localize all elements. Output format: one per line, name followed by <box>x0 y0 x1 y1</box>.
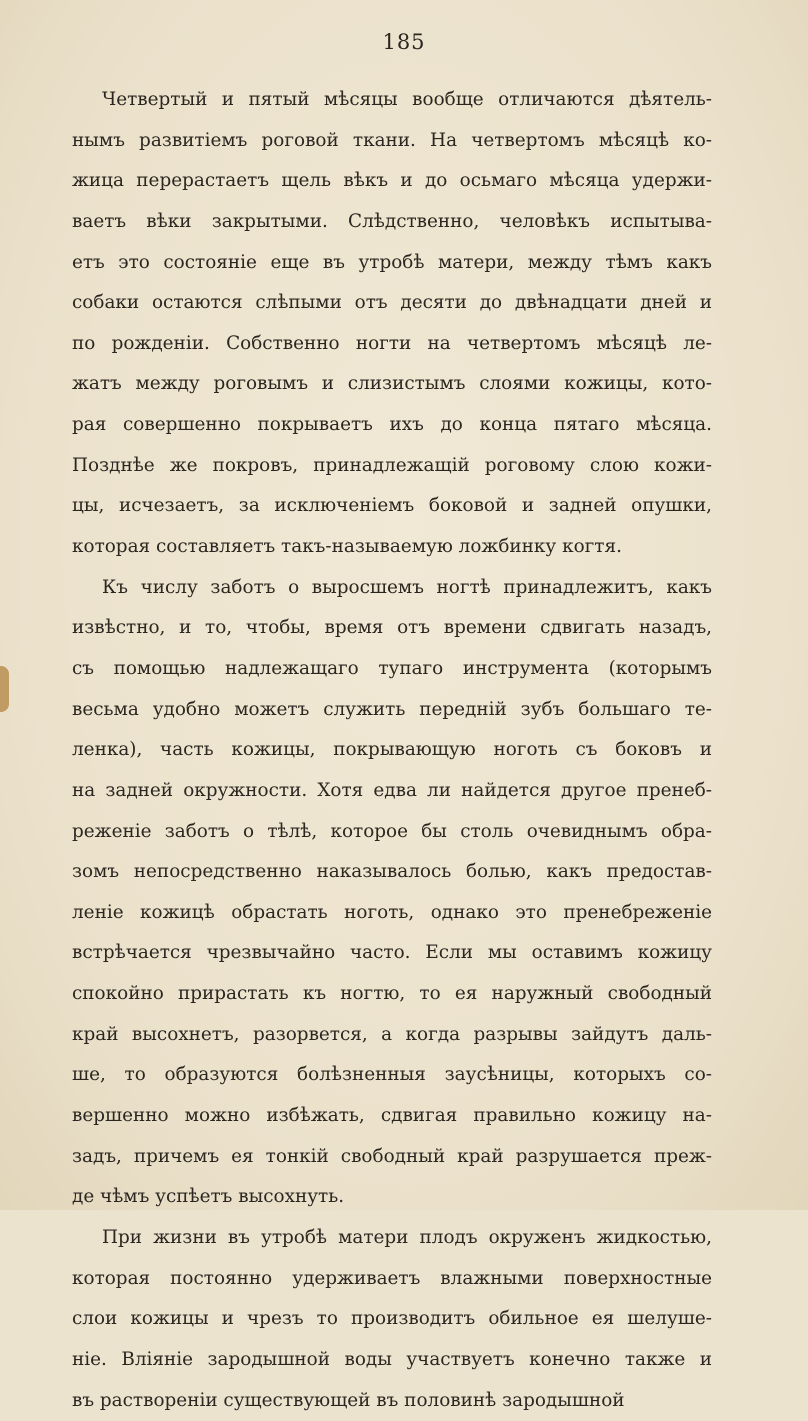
text-line: вершенно можно избѣжать, сдвигая правильно кожицу на- <box>72 1096 712 1137</box>
text-line: ніе. Вліяніе зародышной воды участвуетъ конечно также и <box>72 1340 712 1381</box>
text-line: реженіе заботъ о тѣлѣ, которое бы столь очевиднымъ обра- <box>72 812 712 853</box>
text-line: Къ числу заботъ о выросшемъ ногтѣ принадлежитъ, какъ <box>72 568 712 609</box>
text-line: При жизни въ утробѣ матери плодъ окруженъ жидкостью, <box>72 1218 712 1259</box>
text-line: по рожденіи. Собственно ногти на четвертомъ мѣсяцѣ ле- <box>72 324 712 365</box>
text-line: Позднѣе же покровъ, принадлежащій роговому слою кожи- <box>72 446 712 487</box>
text-line: ваетъ вѣки закрытыми. Слѣдственно, человѣкъ испытыва- <box>72 202 712 243</box>
text-line: съ помощью надлежащаго тупаго инструмента (которымъ <box>72 649 712 690</box>
text-line: спокойно прирастать къ ногтю, то ея наружный свободный <box>72 974 712 1015</box>
page-number: 185 <box>0 30 808 54</box>
text-line: рая совершенно покрываетъ ихъ до конца пятаго мѣсяца. <box>72 405 712 446</box>
text-line: зомъ непосредственно наказывалось болью, какъ предостав- <box>72 852 712 893</box>
text-line: въ раствореніи существующей въ половинѣ зародышной <box>72 1381 712 1421</box>
text-line: ше, то образуются болѣзненныя заусѣницы, которыхъ со- <box>72 1055 712 1096</box>
text-line: жатъ между роговымъ и слизистымъ слоями кожицы, кото- <box>72 364 712 405</box>
paragraph <box>72 1218 712 1421</box>
text-line: де чѣмъ успѣетъ высохнуть. <box>72 1177 712 1218</box>
page-edge-stain <box>0 666 9 712</box>
text-line: встрѣчается чрезвычайно часто. Если мы оставимъ кожицу <box>72 933 712 974</box>
text-line: цы, исчезаетъ, за исключеніемъ боковой и задней опушки, <box>72 486 712 527</box>
text-line: которая постоянно удерживаетъ влажными поверхностные <box>72 1259 712 1300</box>
paragraph <box>72 80 712 568</box>
paragraph <box>72 568 712 1218</box>
text-line: весьма удобно можетъ служить передній зубъ большаго те- <box>72 690 712 731</box>
text-line: собаки остаются слѣпыми отъ десяти до двѣнадцати дней и <box>72 283 712 324</box>
text-line: ленка), часть кожицы, покрывающую ноготь съ боковъ и <box>72 730 712 771</box>
text-line: которая составляетъ такъ-называемую ложбинку когтя. <box>72 527 712 568</box>
body-text <box>72 80 712 1421</box>
text-line: Четвертый и пятый мѣсяцы вообще отличаются дѣятель- <box>72 80 712 121</box>
text-line: етъ это состояніе еще въ утробѣ матери, между тѣмъ какъ <box>72 243 712 284</box>
text-line: слои кожицы и чрезъ то производитъ обильное ея шелуше- <box>72 1299 712 1340</box>
text-line: на задней окружности. Хотя едва ли найдется другое пренеб- <box>72 771 712 812</box>
text-line: леніе кожицѣ обрастать ноготь, однако это пренебреженіе <box>72 893 712 934</box>
text-line: край высохнетъ, разорвется, а когда разрывы зайдутъ даль- <box>72 1015 712 1056</box>
text-line: нымъ развитіемъ роговой ткани. На четвертомъ мѣсяцѣ ко- <box>72 121 712 162</box>
text-line: задъ, причемъ ея тонкій свободный край разрушается преж- <box>72 1137 712 1178</box>
text-line: извѣстно, и то, чтобы, время отъ времени сдвигать назадъ, <box>72 608 712 649</box>
text-line: жица перерастаетъ щель вѣкъ и до осьмаго мѣсяца удержи- <box>72 161 712 202</box>
